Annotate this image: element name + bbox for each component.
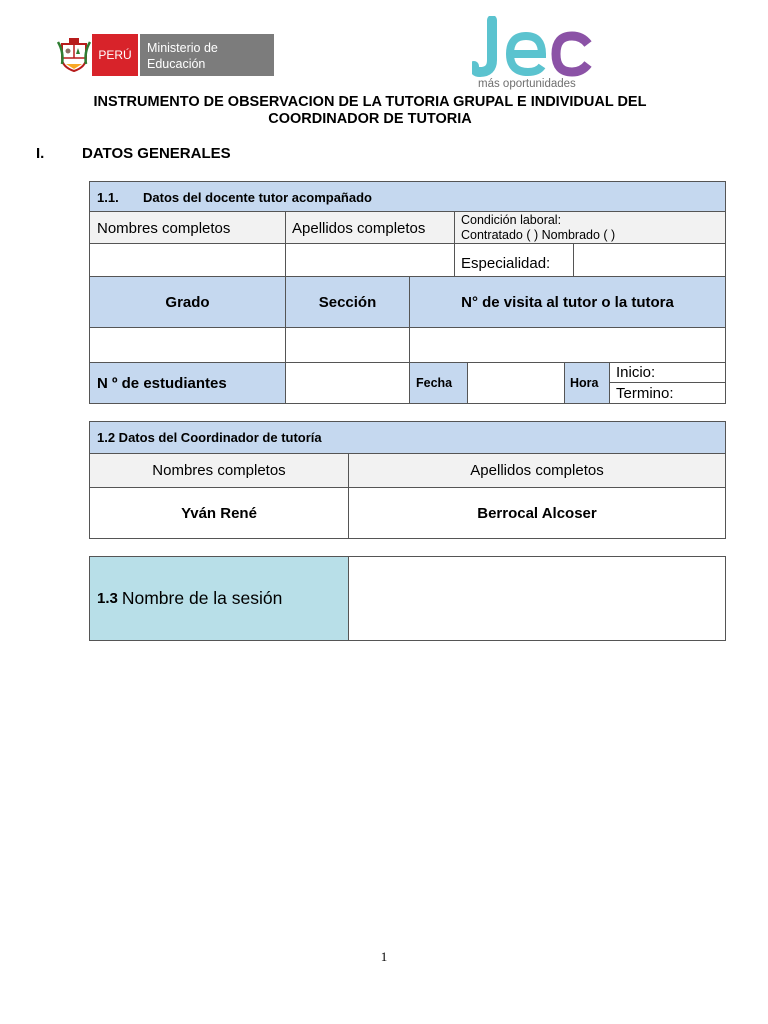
nombres-label: Nombres completos xyxy=(97,220,231,237)
sesion-label: Nombre de la sesión xyxy=(121,588,283,608)
estudiantes-label: N º de estudiantes xyxy=(97,374,227,392)
condicion-line2: Contratado ( ) Nombrado ( ) xyxy=(461,228,616,242)
coord-nombres-label: Nombres completos xyxy=(152,462,286,479)
especialidad-label: Especialidad: xyxy=(461,255,551,272)
coord-nombres-label-cell xyxy=(89,453,349,488)
visita-value-field[interactable] xyxy=(409,327,726,363)
condicion-line1: Condición laboral: xyxy=(461,213,562,227)
table2-header xyxy=(89,421,726,454)
termino-label: Termino: xyxy=(616,385,674,402)
coord-apellidos-label: Apellidos completos xyxy=(470,462,604,479)
seccion-label: Sección xyxy=(318,293,377,311)
estudiantes-header xyxy=(89,362,286,404)
seccion-header xyxy=(285,276,410,328)
coord-apellidos-label-cell xyxy=(348,453,726,488)
estudiantes-value-field[interactable] xyxy=(285,362,410,404)
table1-header-number: 1.1. xyxy=(97,190,119,205)
nombres-value-field[interactable] xyxy=(89,243,286,277)
apellidos-label-cell xyxy=(285,211,455,244)
section-title: DATOS GENERALES xyxy=(82,145,231,162)
hora-label: Hora xyxy=(570,376,599,390)
fecha-label: Fecha xyxy=(416,376,453,390)
peru-label: PERÚ xyxy=(92,34,138,76)
hora-inicio-field[interactable] xyxy=(609,362,726,383)
especialidad-value-field[interactable] xyxy=(573,243,726,277)
coord-nombres-value: Yván René xyxy=(181,504,257,522)
jec-logo-mark-icon xyxy=(472,16,596,78)
title-line-2: COORDINADOR DE TUTORIA xyxy=(268,110,472,127)
coord-apellidos-value: Berrocal Alcoser xyxy=(477,504,597,522)
visita-header xyxy=(409,276,726,328)
hora-termino-field[interactable] xyxy=(609,382,726,404)
peru-coat-of-arms-icon xyxy=(56,34,92,76)
apellidos-label: Apellidos completos xyxy=(292,220,426,237)
coord-apellidos-value-cell[interactable] xyxy=(348,487,726,539)
minedu-logo xyxy=(56,34,274,76)
sesion-number: 1.3 xyxy=(97,590,118,607)
ministry-line1: Ministerio de xyxy=(147,41,218,55)
grado-value-field[interactable] xyxy=(89,327,286,363)
table1-header-title: Datos del docente tutor acompañado xyxy=(143,190,372,205)
hora-header xyxy=(564,362,610,404)
ministry-name xyxy=(138,34,274,76)
fecha-value-field[interactable] xyxy=(467,362,565,404)
jec-tagline: más oportunidades xyxy=(478,78,576,90)
inicio-label: Inicio: xyxy=(616,364,656,381)
jec-logo xyxy=(472,16,596,94)
ministry-line2: Educación xyxy=(147,57,206,71)
condicion-laboral-cell xyxy=(454,211,726,244)
document-title xyxy=(40,94,700,127)
especialidad-label-cell xyxy=(454,243,574,277)
coord-nombres-value-cell[interactable] xyxy=(89,487,349,539)
table2-header-title: 1.2 Datos del Coordinador de tutoría xyxy=(97,430,322,445)
apellidos-value-field[interactable] xyxy=(285,243,455,277)
sesion-label-cell xyxy=(89,556,349,641)
table1-header xyxy=(89,181,726,212)
section-number: I. xyxy=(36,145,45,162)
grado-label: Grado xyxy=(165,293,210,311)
seccion-value-field[interactable] xyxy=(285,327,410,363)
grado-header xyxy=(89,276,286,328)
sesion-value-field[interactable] xyxy=(348,556,726,641)
nombres-label-cell xyxy=(89,211,286,244)
fecha-header xyxy=(409,362,468,404)
page-number: 1 xyxy=(380,949,388,964)
title-line-1: INSTRUMENTO DE OBSERVACION DE LA TUTORIA GRUPAL E INDIVIDUAL DEL xyxy=(93,94,647,110)
visita-label: N° de visita al tutor o la tutora xyxy=(461,293,674,311)
